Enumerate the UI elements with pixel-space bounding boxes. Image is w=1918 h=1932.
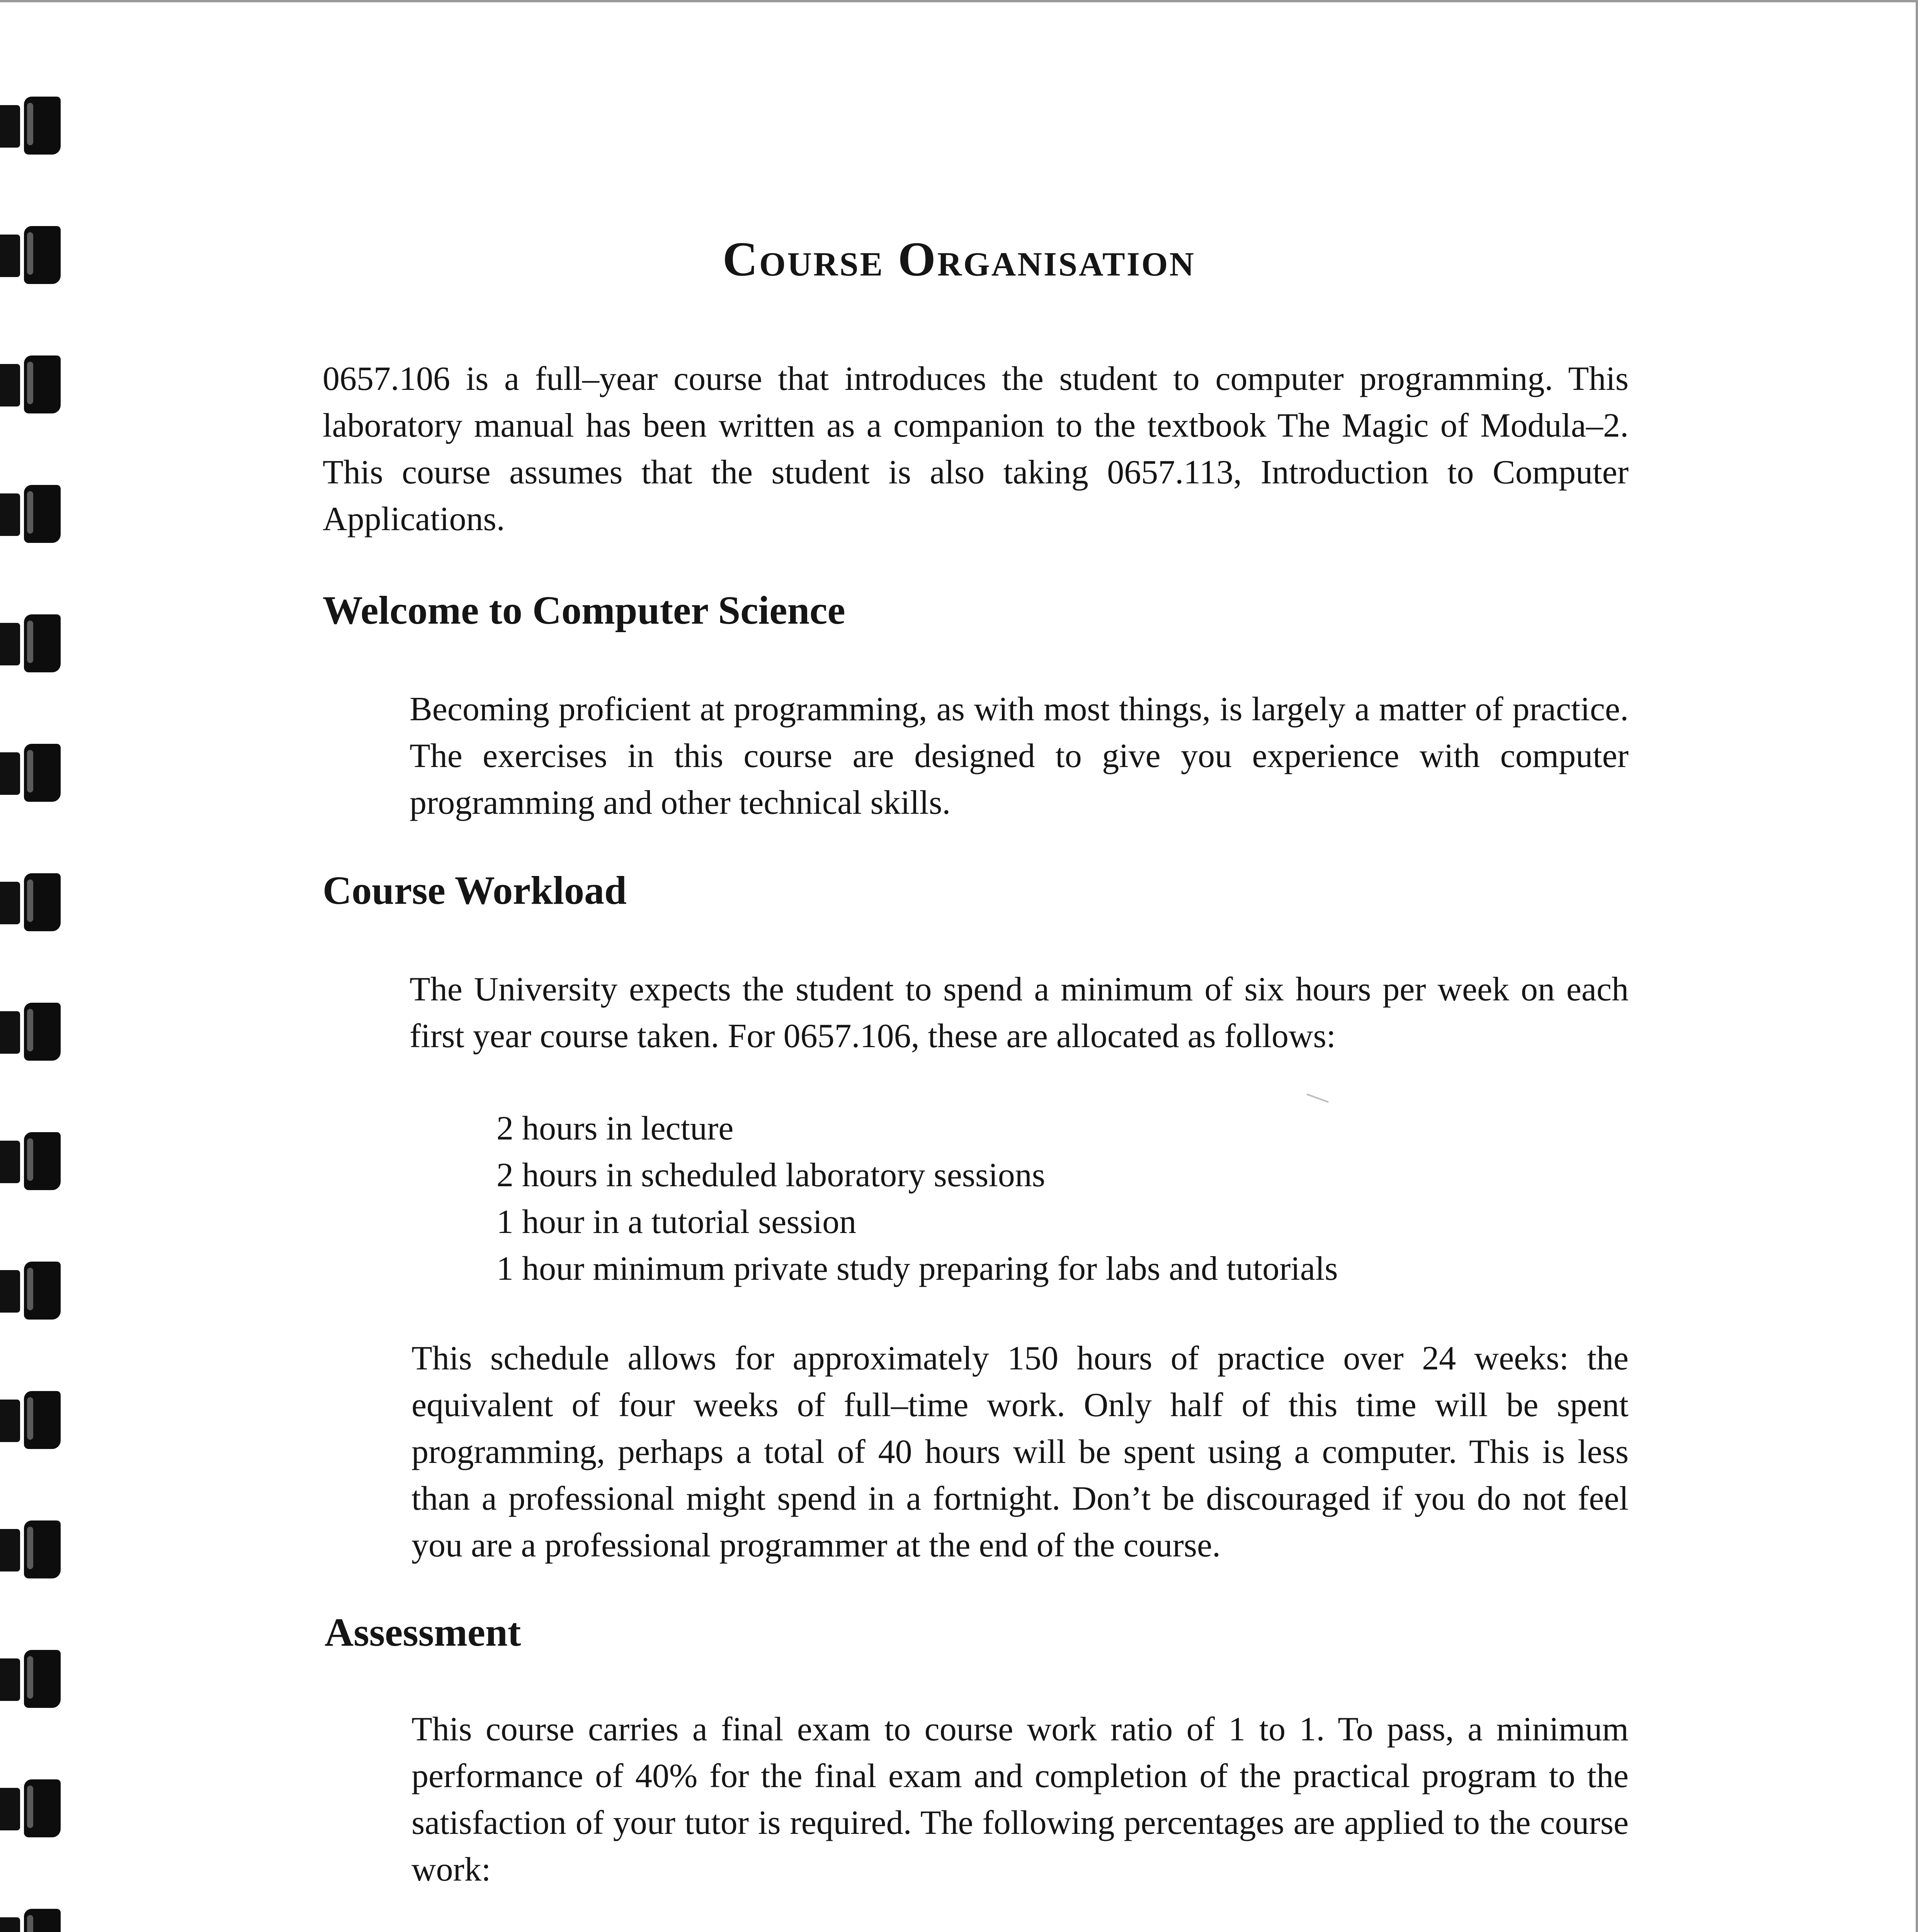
workload-paragraph: The University expects the student to spend a minimum of six hours per week on each first year course taken. For 0657.106, these are allocated as follows:: [410, 971, 1629, 1055]
binding-ring: [0, 744, 62, 802]
workload-list: [497, 1105, 1338, 1292]
list-item: 2 hours in lecture: [497, 1110, 734, 1147]
binding-ring: [0, 1391, 62, 1449]
welcome-paragraph: Becoming proficient at programming, as with most things, is largely a matter of practice. The exercises in this course are designed to give you experience with computer programming and other technical skills.: [410, 690, 1629, 821]
binding-ring: [0, 1003, 62, 1061]
assessment-paragraph: This course carries a final exam to course work ratio of 1 to 1. To pass, a minimum performance of 40% for the final exam and completion of the practical program to the satisfaction of your tutor is required. The following percentages are applied to the course work:: [411, 1711, 1629, 1888]
binding-ring: [0, 485, 62, 543]
binding-ring: [0, 873, 62, 931]
assessment-heading: Assessment: [325, 1610, 521, 1655]
binding-ring: [0, 355, 62, 413]
list-item: 1 hour in a tutorial session: [497, 1203, 857, 1241]
list-item: 1 hour minimum private study preparing for labs and tutorials: [497, 1250, 1338, 1287]
binding-ring: [0, 1650, 62, 1708]
welcome-heading: Welcome to Computer Science: [323, 588, 845, 633]
binding-ring: [0, 97, 62, 155]
page-title: Course Organisation: [723, 233, 1195, 286]
workload-heading: Course Workload: [323, 868, 627, 913]
schedule-paragraph: This schedule allows for approximately 150 hours of practice over 24 weeks: the equivalent of four weeks of full–time work. Only half of this time will be spent programming, perhaps a total of 40 hours will be spent using a computer. This is less than a professional might spend in a fortnight. Don’t be discouraged if you do not feel you are a professional programmer at the end of the course.: [411, 1340, 1629, 1564]
binding-ring: [0, 1132, 62, 1190]
binding-ring: [0, 1262, 62, 1320]
binding-ring: [0, 614, 62, 672]
binding-ring: [0, 1520, 62, 1578]
spiral-binding: [0, 0, 66, 1932]
binding-ring: [0, 1779, 62, 1837]
intro-paragraph: 0657.106 is a full–year course that introduces the student to computer programming. This laboratory manual has been written as a companion to the textbook The Magic of Modula–2. This course assumes that the student is also taking 0657.113, Introduction to Computer Applications.: [323, 360, 1629, 538]
list-item: 2 hours in scheduled laboratory sessions: [497, 1156, 1045, 1194]
binding-ring: [0, 1909, 62, 1932]
